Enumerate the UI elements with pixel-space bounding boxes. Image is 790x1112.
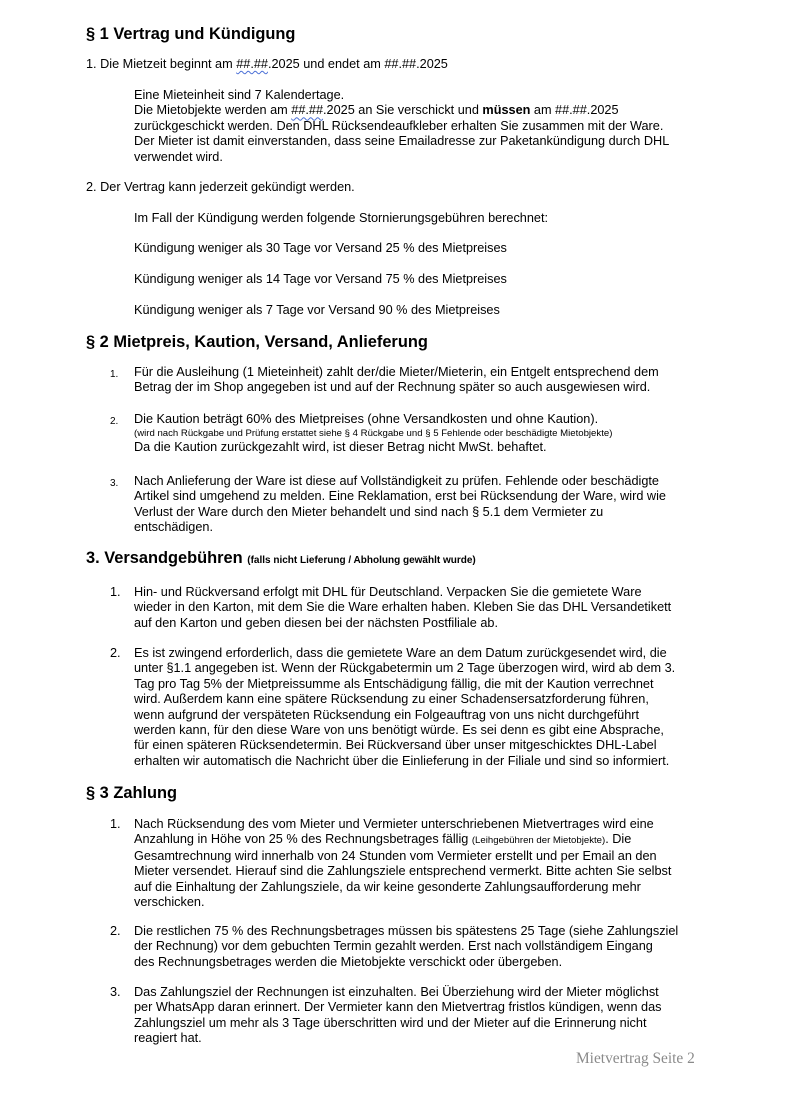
clause-1-1-text-b: .2025 und endet am ##.##.2025	[267, 57, 448, 71]
payment-clause-1-line: Gesamtrechnung wird innerhalb von 24 Stunden vom Vermieter erstellt und per Email an den	[134, 848, 657, 863]
shipping-clause-2-line: werden kann, für den diese Ware von uns benötigt würde. Es sei denn es gibt eine Absprache,	[134, 723, 664, 738]
rental-period-block	[134, 88, 724, 165]
list-number: 1.	[110, 369, 119, 380]
list-number: 2.	[110, 646, 121, 660]
payment-clause-3-line: per WhatsApp daran erinnert. Der Vermieter kann den Mietvertrag fristlos kündigen, wenn das	[134, 1000, 662, 1015]
list-number: 1.	[110, 817, 121, 831]
clause-2-3-line: Verlust der Ware durch den Mieter behandelt und sind nach § 5.1 dem Vermieter zu	[134, 504, 604, 519]
shipping-clause-2-line: unter §1.1 angegeben ist. Wenn der Rückgabetermin um 2 Tage überzogen wird, wird ab dem 3.	[134, 661, 676, 676]
clause-1-1-text-a: 1. Die Mietzeit beginnt am	[86, 57, 237, 71]
clause-2-3-line: Nach Anlieferung der Ware ist diese auf Vollständigkeit zu prüfen. Fehlende oder beschädigte	[134, 474, 659, 488]
clause-2-1-line: Für die Ausleihung (1 Mieteinheit) zahlt der/die Mieter/Mieterin, ein Entgelt entsprechend dem	[134, 365, 659, 379]
deposit-payment-text: Anzahlung in Höhe von 25 % des Rechnungsbetrages fällig	[134, 832, 472, 847]
shipping-heading-note: (falls nicht Lieferung / Abholung gewählt wurde)	[247, 555, 476, 566]
payment-clause-3	[134, 985, 724, 1047]
shipping-clause-1-line: Hin- und Rückversand erfolgt mit DHL für Deutschland. Verpacken Sie die gemietete Ware	[134, 585, 642, 599]
return-label-line: zurückgeschickt werden. Den DHL Rücksendeaufkleber erhalten Sie zusammen mit der Ware.	[134, 118, 664, 133]
section-3-heading: § 3 Zahlung	[86, 784, 178, 802]
payment-clause-3-line: Zahlungsziel um mehr als 3 Tage überschritten wird und der Mieter auf die Erinnerung nicht	[134, 1015, 647, 1030]
clause-2-3	[134, 474, 724, 536]
cancellation-fee-7: Kündigung weniger als 7 Tage vor Versand 90 % des Mietpreises	[134, 303, 500, 317]
clause-2-3-line: entschädigen.	[134, 520, 214, 535]
payment-clause-1-line: Nach Rücksendung des vom Mieter und Vermieter unterschriebenen Mietvertrages wird eine	[134, 817, 654, 831]
page-footer: Mietvertrag Seite 2	[576, 1050, 695, 1067]
payment-clause-1-line: auf die Einhaltung der Zahlungsziele, da wir keine gesonderte Zahlungsaufforderung mehr	[134, 879, 641, 894]
shipping-text-bold: müssen	[482, 103, 531, 118]
deposit-payment-text-end: . Die	[605, 832, 632, 847]
list-number: 3.	[110, 985, 121, 999]
shipping-clause-2-line: Tag pro Tag 5% der Mietpreissumme als Entschädigung fällig, die mit der Kaution verrechnet	[134, 676, 654, 691]
clause-1-1	[86, 57, 448, 72]
clause-1-2: 2. Der Vertrag kann jederzeit gekündigt werden.	[86, 180, 355, 194]
cancellation-fee-14: Kündigung weniger als 14 Tage vor Versand 75 % des Mietpreises	[134, 272, 507, 286]
payment-clause-1-line: Mieter versendet. Hierauf sind die Zahlungsziele entsprechend vermerkt. Bitte achten Sie selbst	[134, 864, 672, 879]
payment-clause-1-line	[134, 832, 724, 848]
section-1-heading: § 1 Vertrag und Kündigung	[86, 25, 296, 43]
list-number: 2.	[110, 924, 121, 938]
deposit-note: (wird nach Rückgabe und Prüfung erstattet siehe § 4 Rückgabe und § 5 Fehlende oder beschädigte Mietobjekte)	[134, 428, 613, 440]
shipping-text-a: Die Mietobjekte werden am	[134, 103, 292, 118]
shipping-clause-1-line: auf den Karton und geben diesen bei der nächsten Postfiliale ab.	[134, 615, 498, 630]
clause-2-1-line: Betrag der im Shop angegeben ist und auf der Rechnung später so auch ausgewiesen wird.	[134, 380, 651, 395]
section-shipping-heading	[86, 548, 476, 571]
shipping-dates-line	[134, 103, 724, 118]
email-consent-line: Der Mieter ist damit einverstanden, dass seine Emailadresse zur Paketankündigung durch DHL	[134, 134, 670, 149]
payment-clause-1	[134, 817, 724, 910]
list-number: 1.	[110, 585, 121, 599]
shipping-text-b: .2025 an Sie verschickt und	[323, 103, 483, 118]
deposit-payment-note: (Leihgebühren der Mietobjekte)	[471, 835, 606, 847]
payment-clause-1-line: verschicken.	[134, 895, 205, 910]
shipping-clause-2-line: für einen späteren Rücksendetermin. Bei Rückversand über unser mitgeschicktes DHL-Label	[134, 738, 657, 753]
shipping-clause-1-line: wieder in den Karton, mit dem Sie die Ware erhalten haben. Kleben Sie das DHL Versandetikett	[134, 600, 672, 615]
clause-2-2	[134, 412, 724, 456]
shipping-clause-1	[134, 585, 724, 631]
date-placeholder-start: ##.##	[236, 57, 268, 71]
shipping-clause-2	[134, 646, 724, 769]
payment-clause-2-line: des Rechnungsbetrages werden die Mietobjekte verschickt oder übergeben.	[134, 954, 563, 969]
list-number: 2.	[110, 416, 119, 427]
date-placeholder-ship: ##.##	[291, 103, 324, 118]
cancellation-fee-30: Kündigung weniger als 30 Tage vor Versand 25 % des Mietpreises	[134, 241, 507, 255]
shipping-clause-2-line: wird. Außerdem kann eine spätere Rücksendung zu einer Schadensersatzforderung führen,	[134, 692, 649, 707]
shipping-clause-2-line: erhalten wir automatisch die Nachricht über die Einlieferung in der Filiale und sind so informiert.	[134, 753, 670, 768]
clause-2-3-line: Artikel sind umgehend zu melden. Eine Reklamation, erst bei Rücksendung der Ware, wird wie	[134, 489, 666, 504]
payment-clause-2	[134, 924, 724, 970]
clause-2-1	[134, 365, 724, 396]
list-number: 3.	[110, 478, 119, 489]
shipping-clause-2-line: wenn aufgrund der verspäteten Rücksendung ein Folgeauftrag von uns nicht durchgeführt	[134, 707, 640, 722]
payment-clause-3-line: Das Zahlungsziel der Rechnungen ist einzuhalten. Bei Überziehung wird der Mieter möglichst	[134, 985, 659, 999]
deposit-line: Die Kaution beträgt 60% des Mietpreises (ohne Versandkosten und ohne Kaution).	[134, 412, 599, 426]
shipping-text-c: am ##.##.2025	[530, 103, 619, 118]
cancellation-fees-intro: Im Fall der Kündigung werden folgende Stornierungsgebühren berechnet:	[134, 211, 549, 225]
payment-clause-3-line: reagiert hat.	[134, 1031, 202, 1046]
payment-clause-2-line: Die restlichen 75 % des Rechnungsbetrages müssen bis spätestens 25 Tage (siehe Zahlungsziel	[134, 924, 679, 938]
deposit-vat-line: Da die Kaution zurückgezahlt wird, ist dieser Betrag nicht MwSt. behaftet.	[134, 440, 547, 455]
email-consent-line-end: verwendet wird.	[134, 149, 223, 164]
shipping-clause-2-line: Es ist zwingend erforderlich, dass die gemietete Ware an dem Datum zurückgesendet wird, die	[134, 646, 667, 660]
section-2-heading: § 2 Mietpreis, Kaution, Versand, Anlieferung	[86, 333, 428, 351]
rental-unit-line: Eine Mieteinheit sind 7 Kalendertage.	[134, 88, 345, 102]
payment-clause-2-line: der Rechnung) vor dem gebuchten Termin gezahlt werden. Erst nach vollständigem Eingang	[134, 939, 653, 954]
shipping-heading-text: 3. Versandgebühren	[86, 549, 243, 567]
